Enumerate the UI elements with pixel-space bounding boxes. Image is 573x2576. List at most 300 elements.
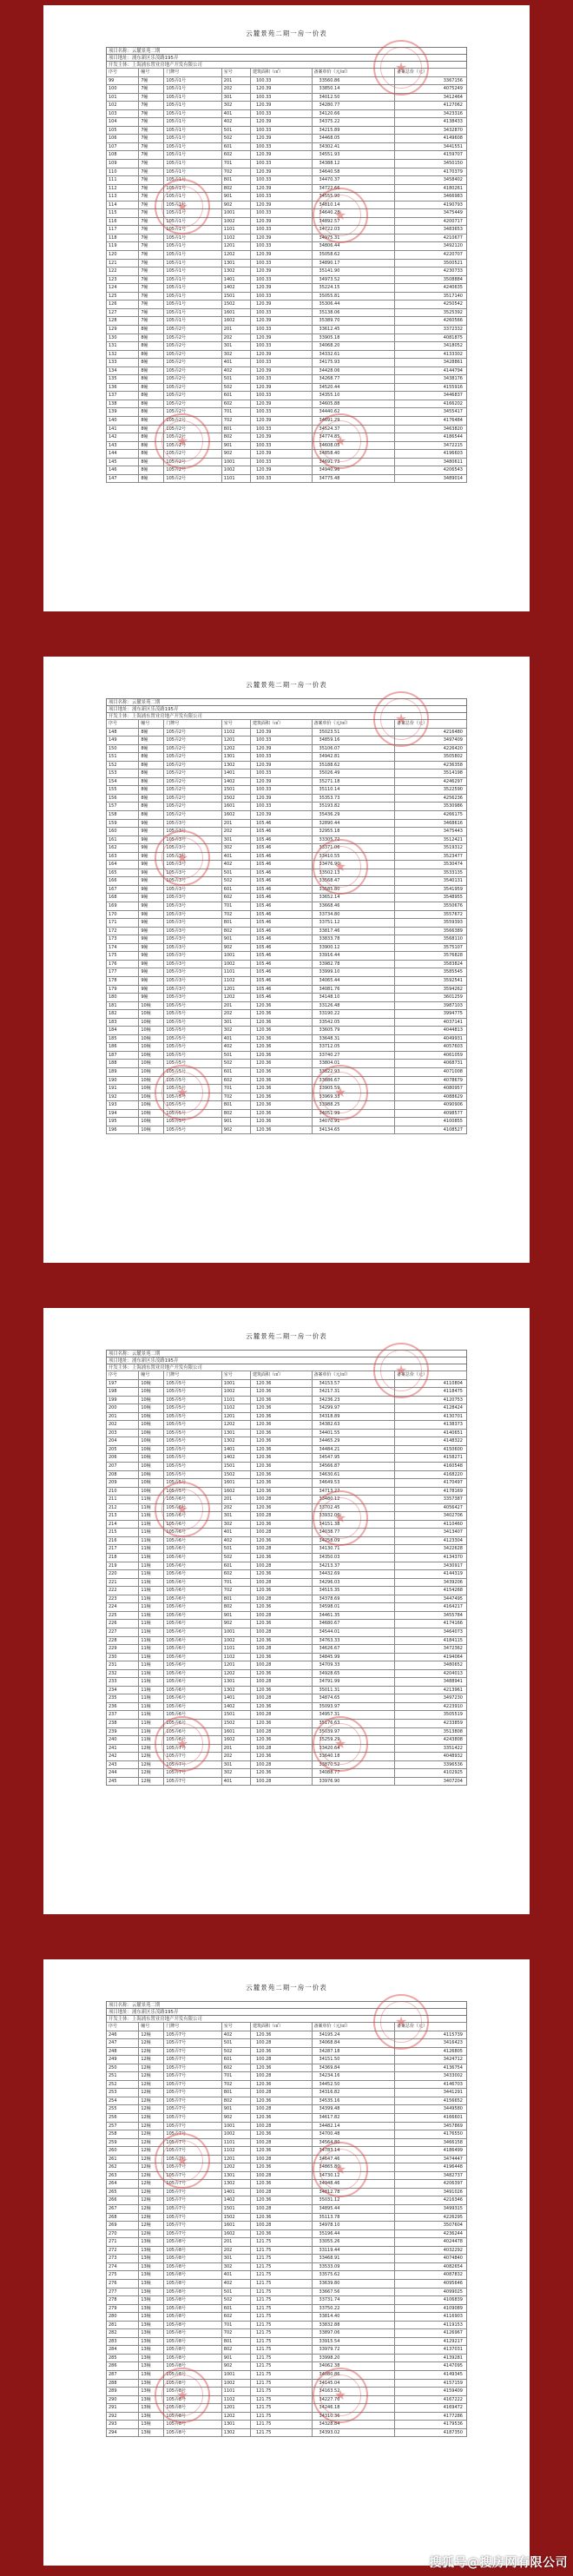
table-cell: 4102925 bbox=[394, 1769, 466, 1778]
table-cell: 3530474 bbox=[394, 861, 466, 869]
table-cell: 105弄1号 bbox=[164, 259, 221, 268]
table-cell: 34680.67 bbox=[312, 1620, 394, 1628]
table-cell: 3407204 bbox=[394, 1777, 466, 1786]
table-cell: 402 bbox=[221, 118, 250, 127]
table-cell: 1602 bbox=[221, 1736, 250, 1745]
table-cell: 34942.81 bbox=[312, 753, 394, 762]
table-cell: 3592541 bbox=[394, 976, 466, 985]
table-cell: 111 bbox=[107, 176, 139, 185]
table-cell: 34775.48 bbox=[312, 474, 394, 483]
table-cell: 202 bbox=[221, 1503, 250, 1512]
column-header: 备案总价（元） bbox=[394, 2023, 466, 2031]
table-cell: 802 bbox=[221, 433, 250, 442]
table-cell: 120.39 bbox=[250, 350, 312, 359]
table-cell: 239 bbox=[107, 1727, 139, 1736]
table-row bbox=[107, 242, 467, 251]
table-cell: 285 bbox=[107, 2354, 139, 2362]
table-cell: 10幢 bbox=[139, 1470, 164, 1479]
table-cell: 602 bbox=[221, 1570, 250, 1579]
table-cell: 3433002 bbox=[394, 2072, 466, 2081]
table-cell: 1201 bbox=[221, 1412, 250, 1421]
table-cell: 226 bbox=[107, 1620, 139, 1628]
table-cell: 34791.99 bbox=[312, 1678, 394, 1687]
table-cell: 34468.05 bbox=[312, 135, 394, 143]
table-cell: 12幢 bbox=[139, 2222, 164, 2230]
table-cell: 120.36 bbox=[250, 1570, 312, 1579]
table-cell: 1301 bbox=[221, 259, 250, 268]
table-cell: 35113.78 bbox=[312, 2213, 394, 2222]
table-cell: 1102 bbox=[221, 976, 250, 985]
table-cell: 34640.28 bbox=[312, 209, 394, 218]
table-cell: 4068731 bbox=[394, 1060, 466, 1068]
table-cell: 121.75 bbox=[250, 2379, 312, 2388]
table-cell: 4250542 bbox=[394, 301, 466, 309]
table-row bbox=[107, 135, 467, 143]
table-row bbox=[107, 1076, 467, 1085]
table-cell: 121.75 bbox=[250, 2354, 312, 2362]
table-cell: 3519312 bbox=[394, 844, 466, 853]
table-row bbox=[107, 342, 467, 351]
table-cell: 105弄7号 bbox=[164, 1753, 221, 1761]
table-cell: 12幢 bbox=[139, 1760, 164, 1769]
table-cell: 105弄6号 bbox=[164, 1587, 221, 1595]
table-cell: 105弄7号 bbox=[164, 2097, 221, 2105]
table-cell: 127 bbox=[107, 308, 139, 317]
table-cell: 33804.01 bbox=[312, 1060, 394, 1068]
table-cell: 105弄2号 bbox=[164, 744, 221, 753]
table-cell: 4136754 bbox=[394, 2064, 466, 2072]
table-cell: 256 bbox=[107, 2114, 139, 2123]
table-cell: 100.33 bbox=[250, 359, 312, 367]
table-cell: 266 bbox=[107, 2196, 139, 2205]
table-cell: 105.46 bbox=[250, 976, 312, 985]
table-cell: 33568.47 bbox=[312, 877, 394, 886]
table-cell: 100.28 bbox=[250, 2155, 312, 2163]
table-cell: 901 bbox=[221, 2105, 250, 2114]
table-cell: 105弄2号 bbox=[164, 359, 221, 367]
table-cell: 201 bbox=[221, 2238, 250, 2247]
table-cell: 106 bbox=[107, 135, 139, 143]
table-cell: 120.36 bbox=[250, 1620, 312, 1628]
table-cell: 105弄3号 bbox=[164, 828, 221, 836]
table-cell: 108 bbox=[107, 151, 139, 160]
table-cell: 4144319 bbox=[394, 1570, 466, 1579]
table-cell: 1301 bbox=[221, 753, 250, 762]
table-cell: 901 bbox=[221, 1611, 250, 1620]
table-cell: 100.33 bbox=[250, 126, 312, 135]
column-header: 建筑面积（㎡） bbox=[250, 720, 312, 729]
table-cell: 12幢 bbox=[139, 1753, 164, 1761]
table-cell: 4134370 bbox=[394, 1554, 466, 1562]
table-cell: 34608.05 bbox=[312, 441, 394, 450]
table-cell: 120.39 bbox=[250, 433, 312, 442]
table-cell: 288 bbox=[107, 2379, 139, 2388]
table-row bbox=[107, 2138, 467, 2147]
table-cell: 302 bbox=[221, 2262, 250, 2271]
table-cell: 10幢 bbox=[139, 1437, 164, 1446]
table-cell: 115 bbox=[107, 209, 139, 218]
table-cell: 34722.66 bbox=[312, 184, 394, 193]
table-cell: 121.75 bbox=[250, 2271, 312, 2280]
table-cell: 100.33 bbox=[250, 275, 312, 284]
table-cell: 156 bbox=[107, 794, 139, 803]
table-cell: 34070.91 bbox=[312, 1118, 394, 1126]
table-cell: 13幢 bbox=[139, 2304, 164, 2313]
table-cell: 33886.67 bbox=[312, 1076, 394, 1085]
table-row bbox=[107, 184, 467, 193]
table-cell: 33734.80 bbox=[312, 910, 394, 919]
table-cell: 251 bbox=[107, 2072, 139, 2081]
table-cell: 120.36 bbox=[250, 1503, 312, 1512]
table-row bbox=[107, 275, 467, 284]
table-cell: 4186544 bbox=[394, 433, 466, 442]
table-cell: 34151.50 bbox=[312, 2056, 394, 2064]
table-cell: 4099025 bbox=[394, 2288, 466, 2296]
table-cell: 121.75 bbox=[250, 2362, 312, 2371]
table-cell: 34296.03 bbox=[312, 1578, 394, 1587]
table-row bbox=[107, 1396, 467, 1404]
table-cell: 202 bbox=[221, 2246, 250, 2255]
table-cell: 282 bbox=[107, 2329, 139, 2338]
table-cell: 3576828 bbox=[394, 952, 466, 961]
table-cell: 3422628 bbox=[394, 1545, 466, 1554]
table-cell: 197 bbox=[107, 1379, 139, 1388]
table-cell: 105弄7号 bbox=[164, 2229, 221, 2238]
table-cell: 33480.12 bbox=[312, 1496, 394, 1504]
table-cell: 3488941 bbox=[394, 1678, 466, 1687]
table-cell: 202 bbox=[221, 1753, 250, 1761]
table-cell: 105弄5号 bbox=[164, 1010, 221, 1019]
table-cell: 11幢 bbox=[139, 1587, 164, 1595]
table-cell: 4108527 bbox=[394, 1126, 466, 1134]
table-cell: 12幢 bbox=[139, 2072, 164, 2081]
table-row bbox=[107, 1010, 467, 1019]
table-cell: 105弄1号 bbox=[164, 234, 221, 242]
table-cell: 105弄6号 bbox=[164, 1736, 221, 1745]
table-cell: 120.36 bbox=[250, 1018, 312, 1027]
table-cell: 34806.44 bbox=[312, 242, 394, 251]
table-cell: 175 bbox=[107, 952, 139, 961]
table-cell: 4226295 bbox=[394, 2213, 466, 2222]
table-cell: 105弄3号 bbox=[164, 935, 221, 944]
table-cell: 34120.66 bbox=[312, 109, 394, 118]
table-cell: 7幢 bbox=[139, 85, 164, 94]
table-cell: 34709.33 bbox=[312, 1661, 394, 1670]
table-cell: 105弄3号 bbox=[164, 861, 221, 869]
table-cell: 702 bbox=[221, 910, 250, 919]
table-cell: 105弄5号 bbox=[164, 1412, 221, 1421]
table-cell: 169 bbox=[107, 902, 139, 911]
table-cell: 141 bbox=[107, 425, 139, 433]
table-row bbox=[107, 2056, 467, 2064]
table-cell: 1002 bbox=[221, 2379, 250, 2388]
table-cell: 3522590 bbox=[394, 786, 466, 795]
table-cell: 13幢 bbox=[139, 2246, 164, 2255]
table-cell: 34547.95 bbox=[312, 1454, 394, 1463]
table-cell: 11幢 bbox=[139, 1653, 164, 1661]
table-cell: 1102 bbox=[221, 2395, 250, 2404]
table-cell: 122 bbox=[107, 268, 139, 276]
table-cell: 105弄5号 bbox=[164, 1429, 221, 1437]
table-cell: 35039.97 bbox=[312, 1727, 394, 1736]
table-row bbox=[107, 728, 467, 736]
table-cell: 120.36 bbox=[250, 1653, 312, 1661]
table-cell: 3491026 bbox=[394, 2188, 466, 2196]
table-cell: 13幢 bbox=[139, 2428, 164, 2437]
table-cell: 1101 bbox=[221, 1645, 250, 1654]
table-cell: 12幢 bbox=[139, 1777, 164, 1786]
table-row bbox=[107, 2039, 467, 2048]
table-cell: 105弄2号 bbox=[164, 450, 221, 459]
table-cell: 34691.73 bbox=[312, 458, 394, 466]
table-row bbox=[107, 160, 467, 168]
table-cell: 7幢 bbox=[139, 268, 164, 276]
table-row bbox=[107, 1051, 467, 1060]
table-row bbox=[107, 2279, 467, 2288]
table-cell: 105.46 bbox=[250, 894, 312, 902]
table-cell: 33542.05 bbox=[312, 1018, 394, 1027]
table-row bbox=[107, 1570, 467, 1579]
table-cell: 35011.31 bbox=[312, 1686, 394, 1694]
table-cell: 13幢 bbox=[139, 2313, 164, 2322]
table-cell: 105弄8号 bbox=[164, 2255, 221, 2263]
table-row bbox=[107, 392, 467, 400]
table-cell: 177 bbox=[107, 968, 139, 977]
table-row bbox=[107, 985, 467, 994]
table-cell: 100.33 bbox=[250, 392, 312, 400]
table-cell: 105.46 bbox=[250, 919, 312, 928]
table-cell: 105弄2号 bbox=[164, 753, 221, 762]
table-cell: 105弄3号 bbox=[164, 819, 221, 828]
table-cell: 193 bbox=[107, 1101, 139, 1110]
table-row bbox=[107, 1545, 467, 1554]
table-cell: 34440.62 bbox=[312, 408, 394, 417]
table-cell: 4078679 bbox=[394, 1076, 466, 1085]
table-cell: 100.28 bbox=[250, 1578, 312, 1587]
table-cell: 105弄7号 bbox=[164, 2114, 221, 2123]
table-cell: 7幢 bbox=[139, 109, 164, 118]
table-cell: 34153.57 bbox=[312, 1379, 394, 1388]
column-header: 室号 bbox=[221, 69, 250, 77]
table-cell: 4240635 bbox=[394, 284, 466, 293]
table-cell: 105弄5号 bbox=[164, 1076, 221, 1085]
table-cell: 302 bbox=[221, 102, 250, 110]
table-cell: 3474447 bbox=[394, 2155, 466, 2163]
table-cell: 11幢 bbox=[139, 1694, 164, 1703]
table-cell: 201 bbox=[221, 1744, 250, 1753]
table-row bbox=[107, 1487, 467, 1496]
page-title: 云麓景苑二期一房一价表 bbox=[246, 1984, 327, 1991]
table-cell: 105弄5号 bbox=[164, 1060, 221, 1068]
table-cell: 7幢 bbox=[139, 160, 164, 168]
table-cell: 1102 bbox=[221, 2147, 250, 2156]
table-cell: 4166202 bbox=[394, 400, 466, 408]
table-cell: 602 bbox=[221, 894, 250, 902]
table-cell: 100.33 bbox=[250, 308, 312, 317]
page-title: 云麓景苑二期一房一价表 bbox=[246, 681, 327, 689]
table-cell: 4150600 bbox=[394, 1445, 466, 1454]
table-cell: 1302 bbox=[221, 1437, 250, 1446]
table-row bbox=[107, 2238, 467, 2247]
table-row bbox=[107, 383, 467, 392]
table-cell: 1102 bbox=[221, 1653, 250, 1661]
table-cell: 120.36 bbox=[250, 1437, 312, 1446]
table-cell: 201 bbox=[221, 325, 250, 334]
table-cell: 302 bbox=[221, 350, 250, 359]
table-cell: 121.75 bbox=[250, 2337, 312, 2346]
table-row bbox=[107, 334, 467, 342]
table-row bbox=[107, 2130, 467, 2139]
table-cell: 4106839 bbox=[394, 2296, 466, 2305]
table-cell: 11幢 bbox=[139, 1611, 164, 1620]
table-cell: 105弄8号 bbox=[164, 2321, 221, 2329]
table-cell: 291 bbox=[107, 2404, 139, 2413]
table-row bbox=[107, 1437, 467, 1446]
column-header: 建筑面积（㎡） bbox=[250, 69, 312, 77]
table-cell: 155 bbox=[107, 786, 139, 795]
table-cell: 10幢 bbox=[139, 1034, 164, 1043]
table-cell: 601 bbox=[221, 1067, 250, 1076]
table-row bbox=[107, 1118, 467, 1126]
table-cell: 1301 bbox=[221, 1678, 250, 1687]
table-row bbox=[107, 2064, 467, 2072]
table-cell: 236 bbox=[107, 1702, 139, 1711]
table-cell: 33998.20 bbox=[312, 2354, 394, 2362]
table-row bbox=[107, 1067, 467, 1076]
table-cell: 105弄2号 bbox=[164, 777, 221, 786]
table-cell: 292 bbox=[107, 2412, 139, 2421]
table-cell: 8幢 bbox=[139, 392, 164, 400]
table-cell: 9幢 bbox=[139, 935, 164, 944]
table-row bbox=[107, 2421, 467, 2429]
table-cell: 9幢 bbox=[139, 869, 164, 877]
table-cell: 100.33 bbox=[250, 458, 312, 466]
table-cell: 139 bbox=[107, 408, 139, 417]
table-cell: 801 bbox=[221, 1101, 250, 1110]
table-cell: 34783.14 bbox=[312, 2147, 394, 2156]
table-cell: 100.33 bbox=[250, 209, 312, 218]
table-cell: 4164217 bbox=[394, 1603, 466, 1612]
table-cell: 100.33 bbox=[250, 259, 312, 268]
table-cell: 3548955 bbox=[394, 894, 466, 902]
table-cell: 202 bbox=[221, 85, 250, 94]
table-cell: 4196448 bbox=[394, 2163, 466, 2172]
table-cell: 302 bbox=[221, 1027, 250, 1035]
table-cell: 802 bbox=[221, 184, 250, 193]
table-cell: 250 bbox=[107, 2064, 139, 2072]
table-cell: 35058.62 bbox=[312, 251, 394, 260]
table-cell: 105.46 bbox=[250, 927, 312, 935]
table-cell: 157 bbox=[107, 803, 139, 811]
table-cell: 274 bbox=[107, 2262, 139, 2271]
table-cell: 100.28 bbox=[250, 2122, 312, 2130]
table-cell: 121.75 bbox=[250, 2238, 312, 2247]
table-cell: 11幢 bbox=[139, 1545, 164, 1554]
table-cell: 33560.86 bbox=[312, 76, 394, 85]
table-cell: 1602 bbox=[221, 2229, 250, 2238]
table-cell: 134 bbox=[107, 367, 139, 375]
table-cell: 33190.22 bbox=[312, 1010, 394, 1019]
table-cell: 8幢 bbox=[139, 777, 164, 786]
table-cell: 34145.04 bbox=[312, 2379, 394, 2388]
table-cell: 100.33 bbox=[250, 786, 312, 795]
table-cell: 105弄7号 bbox=[164, 2171, 221, 2180]
table-cell: 33982.78 bbox=[312, 960, 394, 968]
table-cell: 3367156 bbox=[394, 76, 466, 85]
table-cell: 100.33 bbox=[250, 176, 312, 185]
table-cell: 100.33 bbox=[250, 76, 312, 85]
table-cell: 105.46 bbox=[250, 819, 312, 828]
table-cell: 4149345 bbox=[394, 2370, 466, 2379]
column-header: 室号 bbox=[221, 720, 250, 729]
table-cell: 35110.14 bbox=[312, 786, 394, 795]
table-cell: 3432870 bbox=[394, 126, 466, 135]
table-cell: 12幢 bbox=[139, 2122, 164, 2130]
table-row bbox=[107, 1628, 467, 1636]
table-cell: 33575.62 bbox=[312, 2271, 394, 2280]
table-cell: 8幢 bbox=[139, 441, 164, 450]
table-cell: 205 bbox=[107, 1445, 139, 1454]
table-cell: 100.33 bbox=[250, 474, 312, 483]
table-row bbox=[107, 1463, 467, 1471]
table-cell: 801 bbox=[221, 2337, 250, 2346]
table-cell: 100.28 bbox=[250, 2089, 312, 2097]
table-cell: 902 bbox=[221, 1620, 250, 1628]
table-cell: 702 bbox=[221, 1587, 250, 1595]
table-cell: 33897.06 bbox=[312, 2329, 394, 2338]
table-cell: 171 bbox=[107, 919, 139, 928]
table-cell: 120.36 bbox=[250, 1085, 312, 1093]
table-cell: 10幢 bbox=[139, 1379, 164, 1388]
table-cell: 244 bbox=[107, 1769, 139, 1778]
table-cell: 401 bbox=[221, 852, 250, 861]
table-cell: 11幢 bbox=[139, 1736, 164, 1745]
table-row bbox=[107, 2362, 467, 2371]
table-cell: 3446837 bbox=[394, 392, 466, 400]
table-cell: 1402 bbox=[221, 284, 250, 293]
table-row bbox=[107, 168, 467, 176]
table-cell: 34691.29 bbox=[312, 416, 394, 425]
table-cell: 4090906 bbox=[394, 1101, 466, 1110]
table-cell: 3482737 bbox=[394, 2171, 466, 2180]
table-cell: 35306.44 bbox=[312, 301, 394, 309]
table-cell: 265 bbox=[107, 2188, 139, 2196]
table-cell: 120.36 bbox=[250, 2163, 312, 2172]
table-cell: 105弄6号 bbox=[164, 1562, 221, 1570]
table-cell: 105弄3号 bbox=[164, 943, 221, 952]
table-cell: 11幢 bbox=[139, 1503, 164, 1512]
table-cell: 105弄8号 bbox=[164, 2412, 221, 2421]
table-cell: 401 bbox=[221, 1529, 250, 1537]
table-cell: 172 bbox=[107, 927, 139, 935]
table-cell: 3987103 bbox=[394, 1001, 466, 1010]
table-row bbox=[107, 1578, 467, 1587]
table-row bbox=[107, 1678, 467, 1687]
table-cell: 120.39 bbox=[250, 761, 312, 769]
table-row bbox=[107, 753, 467, 762]
table-cell: 4256236 bbox=[394, 794, 466, 803]
table-cell: 105弄1号 bbox=[164, 102, 221, 110]
column-header: 备案总价（元） bbox=[394, 1371, 466, 1380]
table-cell: 120.36 bbox=[250, 1520, 312, 1529]
table-row bbox=[107, 877, 467, 886]
table-row bbox=[107, 1085, 467, 1093]
table-cell: 34555.90 bbox=[312, 193, 394, 201]
table-row bbox=[107, 1109, 467, 1118]
table-cell: 289 bbox=[107, 2388, 139, 2396]
table-cell: 105弄5号 bbox=[164, 1454, 221, 1463]
table-cell: 3594262 bbox=[394, 985, 466, 994]
